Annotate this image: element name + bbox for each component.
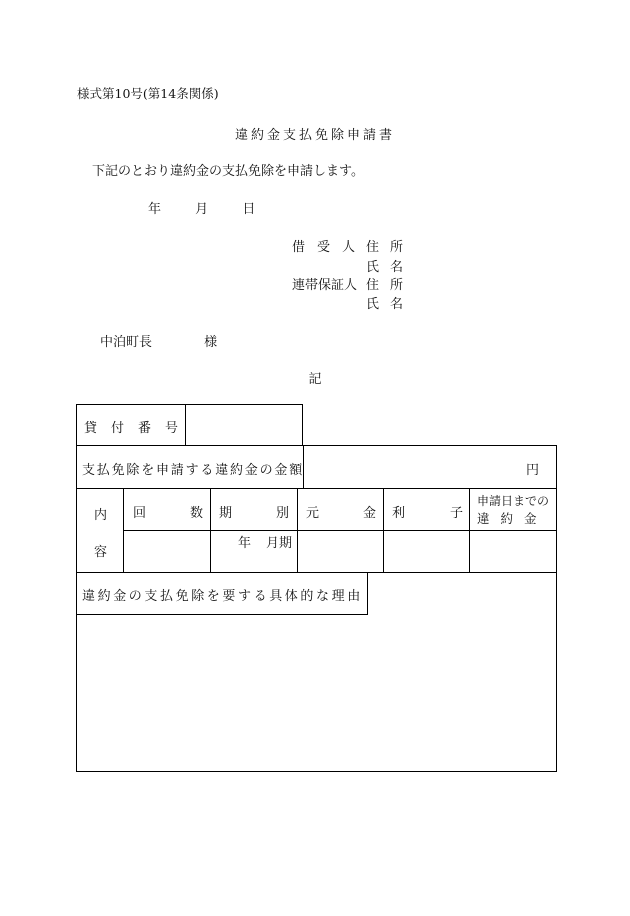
form-number: 様式第10号(第14条関係): [77, 86, 219, 101]
amount-row-bottom: [76, 488, 557, 489]
header-count-1: 回: [133, 506, 147, 521]
borrower-label: 借受人: [292, 240, 368, 255]
header-penalty-line1: 申請日までの: [477, 494, 550, 508]
date-year-label: 年: [148, 202, 162, 217]
borrower-address-label: 住所: [366, 240, 415, 255]
header-period-2: 別: [276, 506, 290, 521]
period-year-label: 年: [238, 536, 252, 551]
reason-label: 違約金の支払免除を要する具体的な理由: [82, 589, 363, 604]
header-count-2: 数: [190, 506, 204, 521]
guarantor-label: 連帯保証人: [292, 278, 358, 293]
yen-unit: 円: [526, 463, 540, 478]
header-principal-1: 元: [306, 506, 320, 521]
principal-field[interactable]: [298, 531, 383, 571]
reason-field[interactable]: [77, 615, 556, 771]
ki-heading: 記: [308, 372, 322, 387]
loan-number-field[interactable]: [186, 405, 302, 445]
interest-field[interactable]: [384, 531, 469, 571]
date-month-label: 月: [195, 202, 209, 217]
guarantor-address-label: 住所: [366, 278, 415, 293]
amount-label: 支払免除を申請する違約金の金額: [82, 463, 305, 478]
header-interest-1: 利: [392, 506, 406, 521]
header-principal-2: 金: [363, 506, 377, 521]
guarantor-name-label: 氏名: [366, 297, 415, 312]
amount-field[interactable]: [304, 446, 556, 487]
count-field[interactable]: [124, 531, 210, 571]
addressee-honorific: 様: [204, 335, 218, 350]
content-row-bottom: [76, 572, 557, 573]
addressee: [100, 331, 217, 350]
content-label-2: 容: [94, 545, 108, 560]
content-label-1: 内: [94, 508, 108, 523]
loan-number-label: 貸付番号: [84, 421, 193, 436]
date-day-label: 日: [242, 202, 256, 217]
reason-label-divider: [367, 572, 368, 614]
header-period-1: 期: [219, 506, 233, 521]
header-interest-2: 子: [450, 506, 464, 521]
document-title: 違約金支払免除申請書: [234, 128, 395, 143]
application-date: [148, 198, 255, 217]
intro-text: 下記のとおり違約金の支払免除を申請します。: [92, 164, 364, 179]
borrower-name-label: 氏名: [366, 260, 415, 275]
period-month-label: 月期: [266, 536, 293, 551]
penalty-field[interactable]: [470, 531, 556, 571]
addressee-name: 中泊町長: [100, 335, 153, 350]
header-penalty-line2: 違約金: [477, 511, 548, 526]
